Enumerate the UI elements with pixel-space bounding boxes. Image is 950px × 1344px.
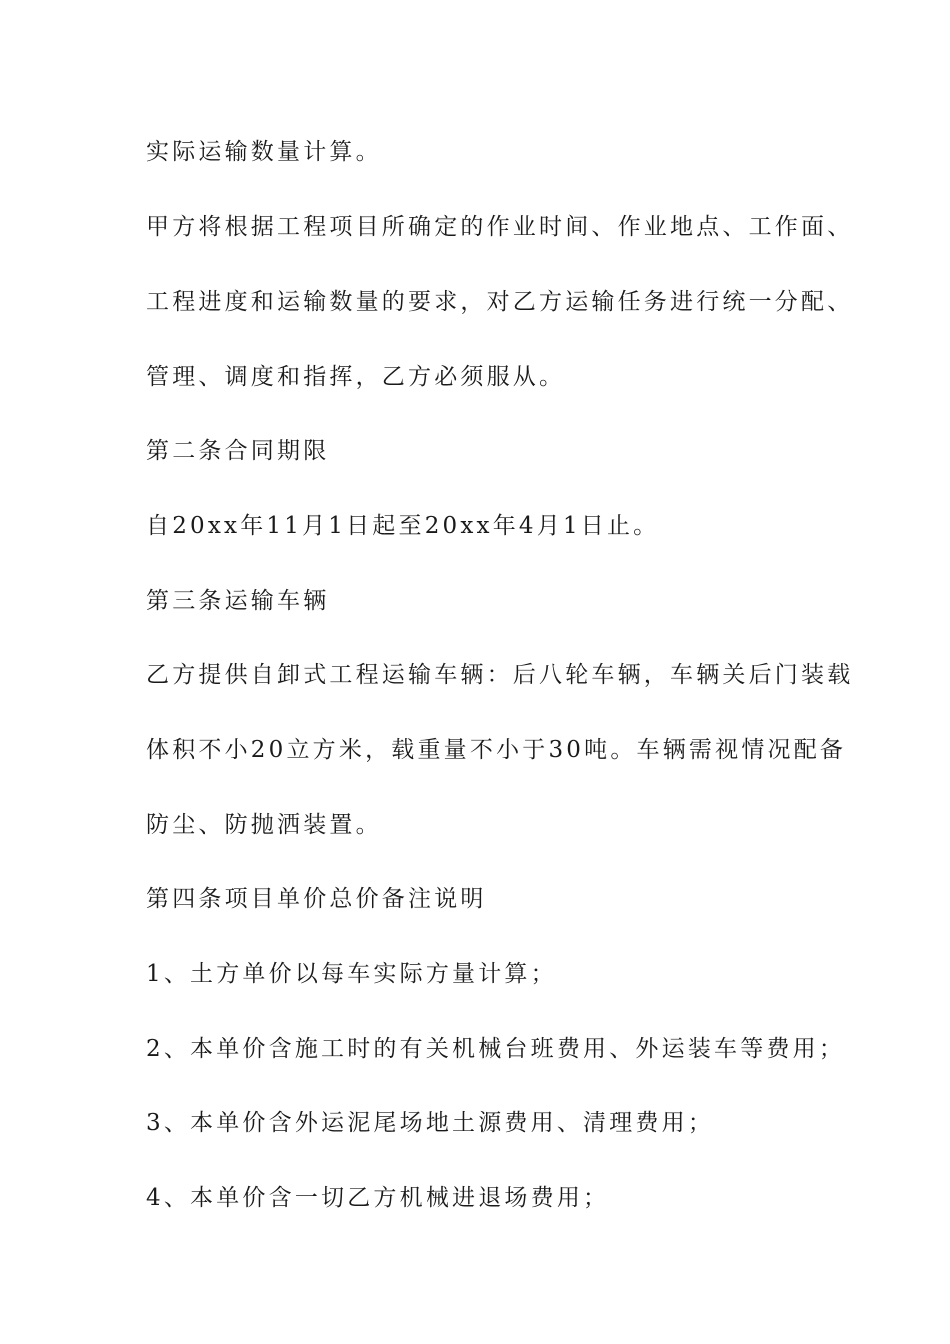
pricing-item-4: 4、本单价含一切乙方机械进退场费用； bbox=[146, 1185, 610, 1211]
text-line-term: 自20xx年11月1日起至20xx年4月1日止。 bbox=[146, 513, 660, 539]
text-line-3: 工程进度和运输数量的要求，对乙方运输任务进行统一分配、 bbox=[146, 289, 854, 315]
section-heading-pricing: 第四条项目单价总价备注说明 bbox=[146, 886, 487, 912]
text-line-vehicles-2: 体积不小20立方米，载重量不小于30吨。车辆需视情况配备 bbox=[146, 737, 847, 763]
pricing-item-1: 1、土方单价以每车实际方量计算； bbox=[146, 961, 557, 987]
text-line-1: 实际运输数量计算。 bbox=[146, 139, 382, 165]
text-line-vehicles-1: 乙方提供自卸式工程运输车辆：后八轮车辆，车辆关后门装载 bbox=[146, 662, 854, 688]
text-line-4: 管理、调度和指挥，乙方必须服从。 bbox=[146, 364, 566, 390]
section-heading-vehicles: 第三条运输车辆 bbox=[146, 588, 330, 614]
section-heading-contract-term: 第二条合同期限 bbox=[146, 438, 330, 464]
pricing-item-2: 2、本单价含施工时的有关机械台班费用、外运装车等费用； bbox=[146, 1036, 846, 1062]
pricing-item-3: 3、本单价含外运泥尾场地土源费用、清理费用； bbox=[146, 1110, 715, 1136]
text-line-2: 甲方将根据工程项目所确定的作业时间、作业地点、工作面、 bbox=[146, 214, 854, 240]
text-line-vehicles-3: 防尘、防抛洒装置。 bbox=[146, 812, 382, 838]
